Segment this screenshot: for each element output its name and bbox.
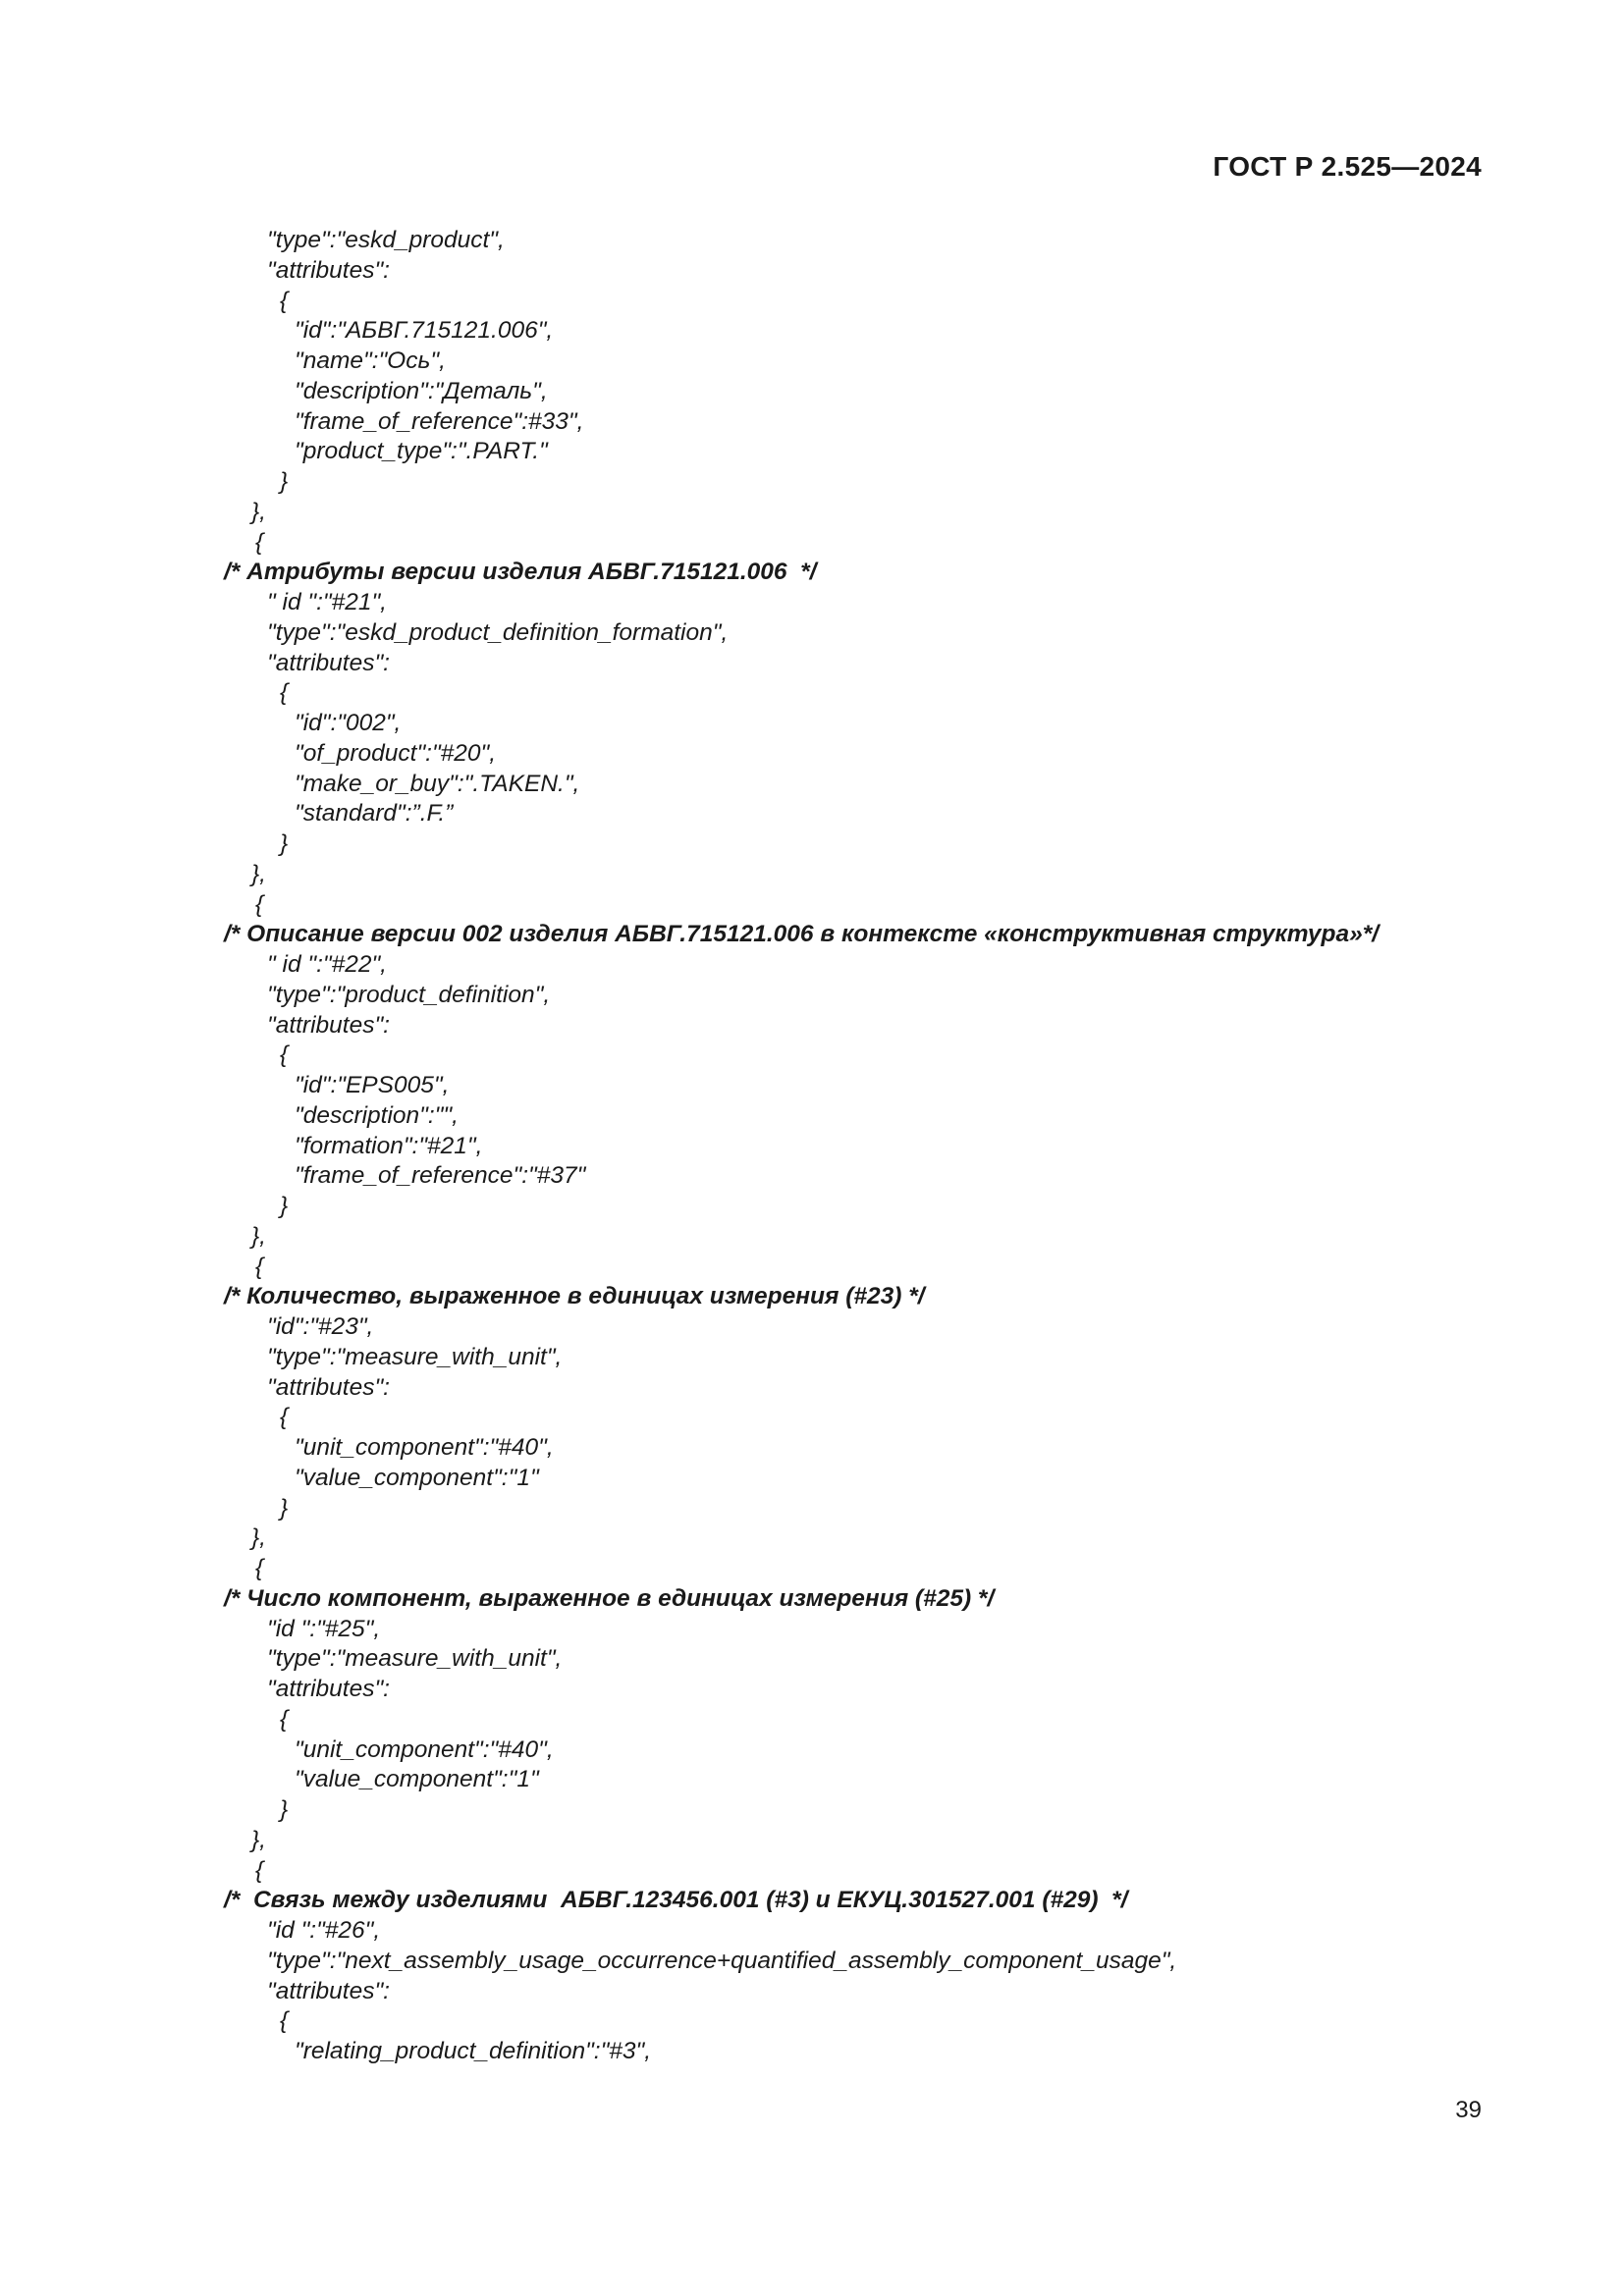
code-listing bbox=[0, 226, 1624, 2067]
code-line: }, bbox=[251, 1524, 266, 1552]
code-comment-line: /* Количество, выраженное в единицах измерения (#23) */ bbox=[224, 1283, 925, 1310]
code-line: { bbox=[280, 287, 289, 314]
code-line: "type":"measure_with_unit", bbox=[267, 1645, 563, 1673]
code-line: { bbox=[255, 528, 264, 556]
code-line: "description":"", bbox=[295, 1101, 459, 1129]
code-line: }, bbox=[251, 498, 266, 525]
code-line: "attributes": bbox=[267, 649, 390, 676]
code-line: "unit_component":"#40", bbox=[295, 1735, 554, 1763]
code-line: "product_type":".PART." bbox=[295, 438, 548, 465]
code-comment-line: /* Описание версии 002 изделия АБВГ.715121.006 в контексте «конструктивная структура»*/ bbox=[224, 921, 1380, 948]
code-line: "value_component":"1" bbox=[295, 1464, 539, 1491]
code-line: "attributes": bbox=[267, 1373, 390, 1401]
code-line: } bbox=[280, 1796, 289, 1823]
code-comment-line: /* Связь между изделиями АБВГ.123456.001 (#3) и ЕКУЦ.301527.001 (#29) */ bbox=[224, 1887, 1128, 1914]
code-line: "id ":"#25", bbox=[267, 1615, 381, 1642]
code-line: { bbox=[255, 1253, 264, 1280]
code-line: "id ":"#26", bbox=[267, 1917, 381, 1944]
code-line: "id":"EPS005", bbox=[295, 1072, 450, 1098]
code-line: } bbox=[280, 468, 289, 495]
code-line: } bbox=[280, 830, 289, 857]
code-line: "attributes": bbox=[267, 256, 390, 284]
code-line: "attributes": bbox=[267, 1011, 390, 1039]
code-line: { bbox=[280, 679, 289, 707]
code-line: "formation":"#21", bbox=[295, 1132, 483, 1159]
code-line: "attributes": bbox=[267, 1977, 390, 2004]
code-line: "id":"АБВГ.715121.006", bbox=[295, 317, 554, 345]
code-line: }, bbox=[251, 860, 266, 887]
code-line: { bbox=[280, 1041, 289, 1069]
code-line: "type":"product_definition", bbox=[267, 981, 551, 1008]
code-line: "frame_of_reference":"#37" bbox=[295, 1162, 586, 1190]
code-line: }, bbox=[251, 1222, 266, 1250]
code-comment-line: /* Атрибуты версии изделия АБВГ.715121.006 */ bbox=[224, 559, 817, 586]
code-line: "name":"Ось", bbox=[295, 347, 446, 374]
code-line: "standard":”.F.” bbox=[295, 800, 454, 828]
code-line: { bbox=[280, 1404, 289, 1431]
code-line: { bbox=[255, 890, 264, 918]
code-line: } bbox=[280, 1193, 289, 1219]
code-line: " id ":"#22", bbox=[267, 951, 387, 978]
code-line: "of_product":"#20", bbox=[295, 739, 497, 767]
code-line: "unit_component":"#40", bbox=[295, 1434, 554, 1461]
page-number: 39 bbox=[1455, 2097, 1482, 2123]
code-line: "type":"eskd_product", bbox=[267, 227, 505, 253]
code-line: " id ":"#21", bbox=[267, 589, 387, 615]
document-standard-header: ГОСТ Р 2.525—2024 bbox=[1213, 151, 1482, 182]
code-line: "id":"#23", bbox=[267, 1313, 374, 1340]
code-line: "id":"002", bbox=[295, 710, 402, 736]
code-line: "type":"measure_with_unit", bbox=[267, 1343, 563, 1370]
code-line: "type":"next_assembly_usage_occurrence+quantified_assembly_component_usage", bbox=[267, 1947, 1177, 1974]
code-line: }, bbox=[251, 1826, 266, 1853]
code-line: "description":"Деталь", bbox=[295, 377, 548, 404]
code-line: } bbox=[280, 1494, 289, 1522]
code-line: "frame_of_reference":#33", bbox=[295, 407, 584, 435]
code-line: "value_component":"1" bbox=[295, 1766, 539, 1793]
code-line: "make_or_buy":".TAKEN.", bbox=[295, 770, 580, 797]
code-line: { bbox=[280, 1705, 289, 1733]
code-comment-line: /* Число компонент, выраженное в единицах измерения (#25) */ bbox=[224, 1584, 995, 1612]
code-line: { bbox=[255, 1856, 264, 1884]
code-line: { bbox=[255, 1555, 264, 1581]
code-line: "relating_product_definition":"#3", bbox=[295, 2038, 652, 2064]
code-line: { bbox=[280, 2007, 289, 2035]
code-line: "attributes": bbox=[267, 1676, 390, 1702]
code-line: "type":"eskd_product_definition_formation", bbox=[267, 618, 729, 646]
